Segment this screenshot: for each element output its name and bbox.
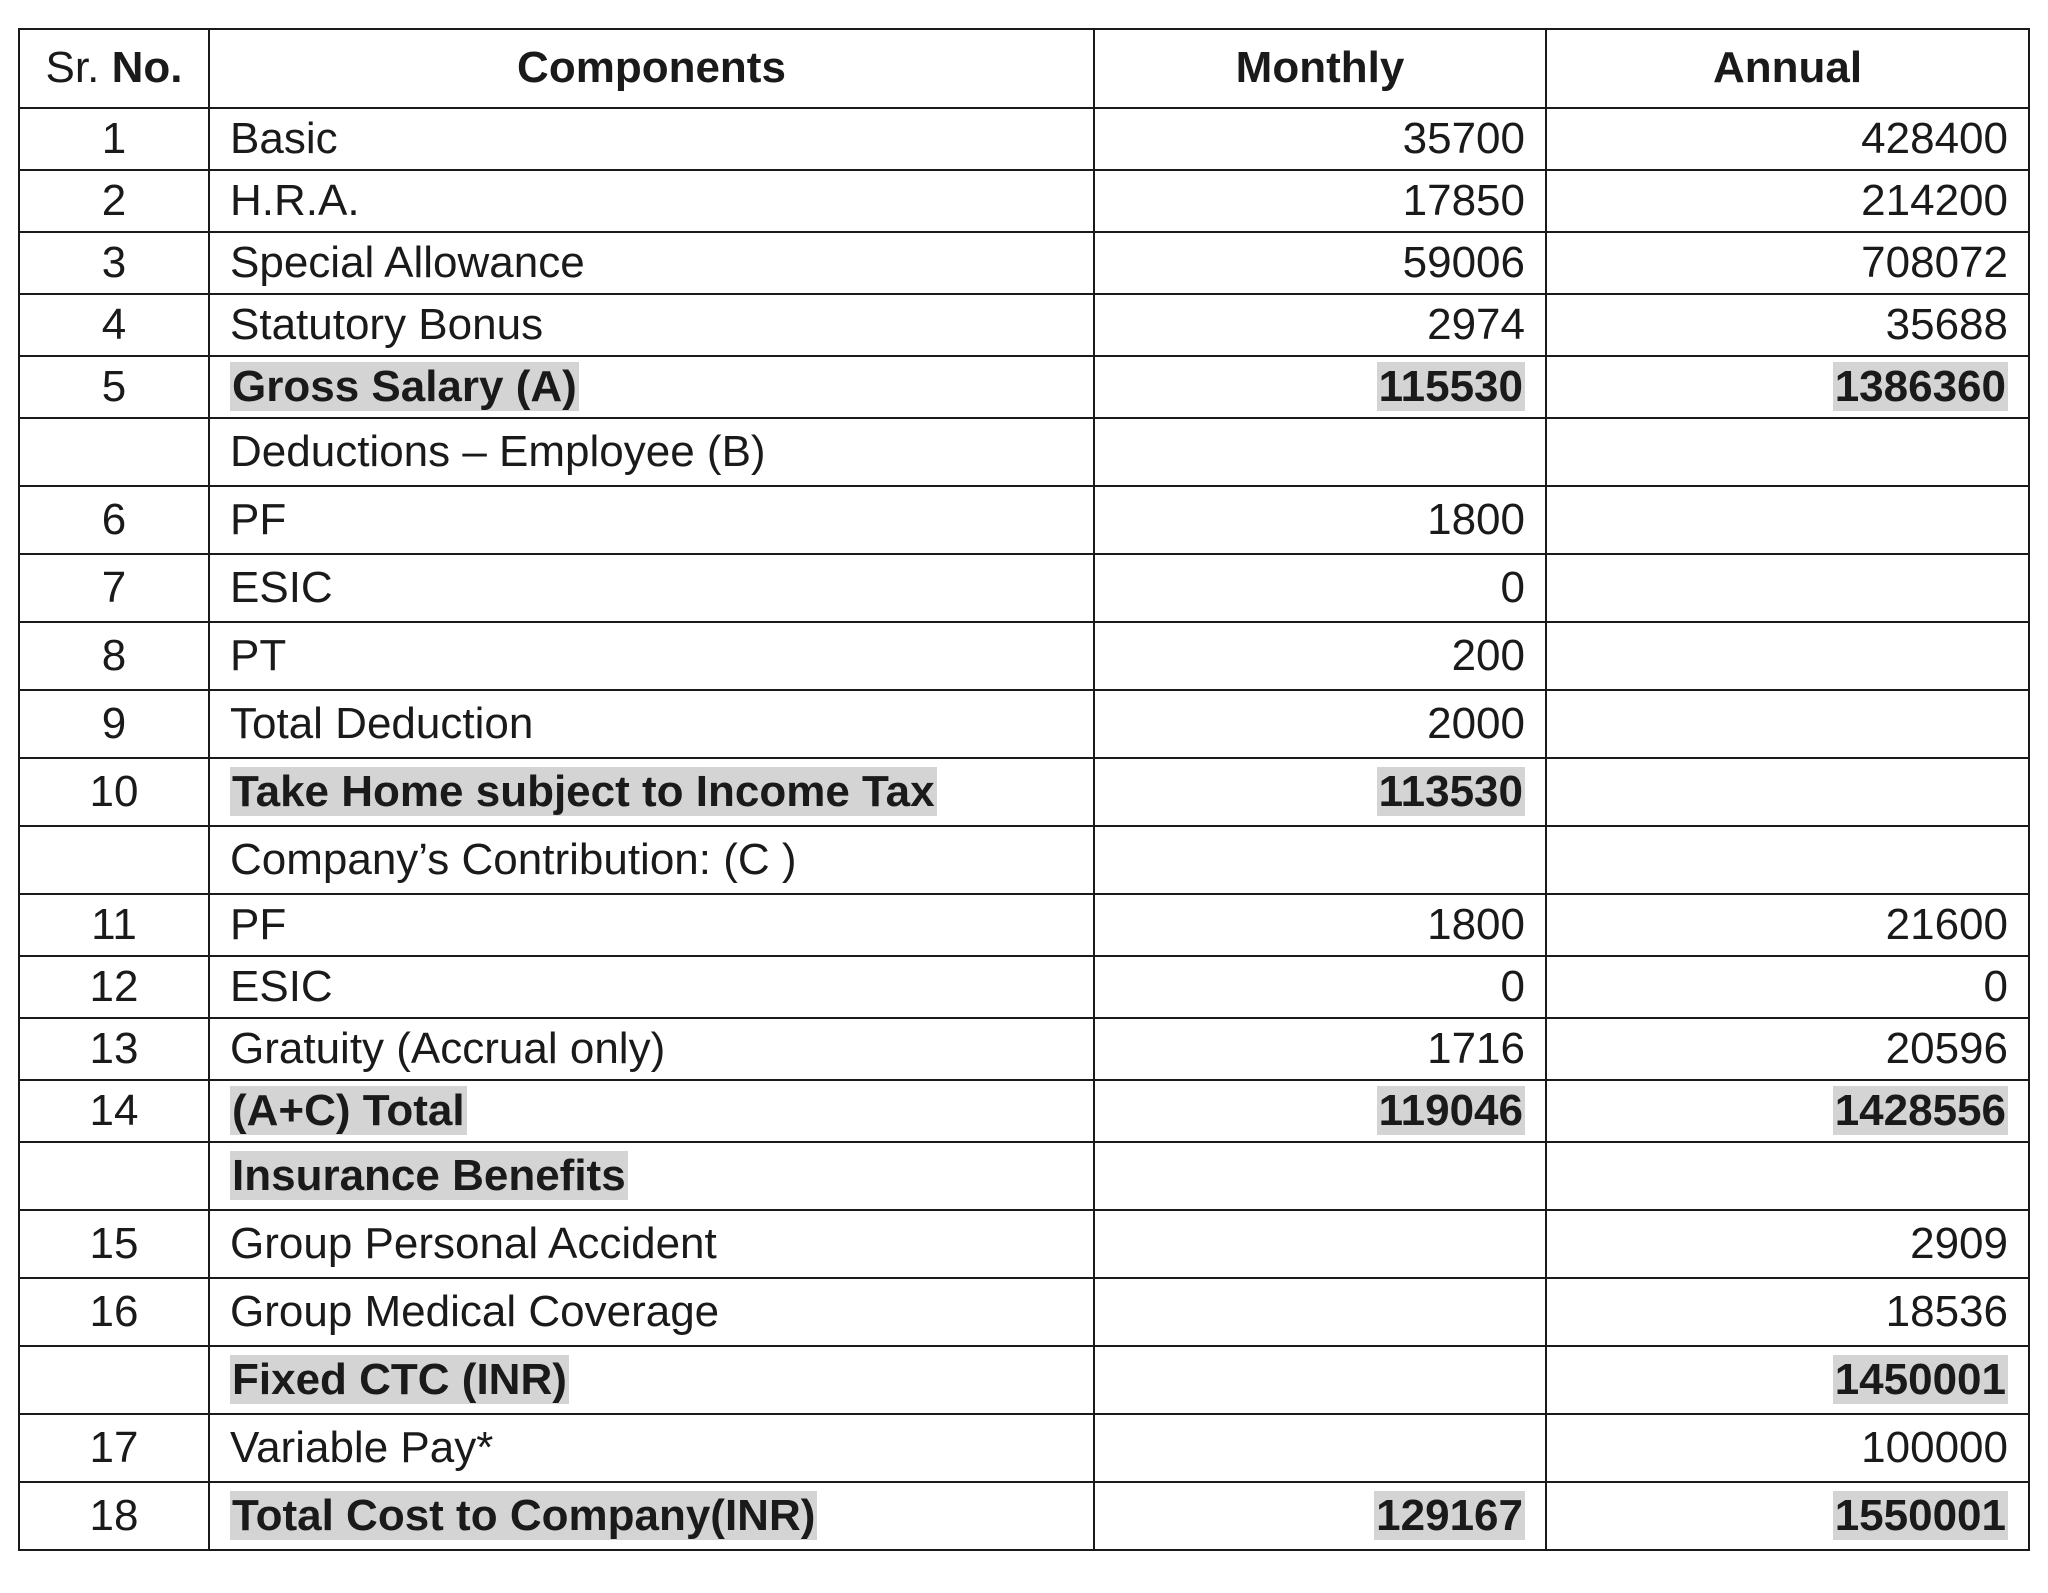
monthly-cell	[1094, 1210, 1546, 1278]
table-row-fixed-ctc	[19, 1346, 2029, 1414]
table-row	[19, 690, 2029, 758]
highlighted-value: 113530	[1378, 766, 1523, 816]
component-cell: H.R.A.	[209, 170, 1094, 232]
component-cell: PT	[209, 622, 1094, 690]
monthly-cell	[1094, 1142, 1546, 1210]
annual-cell	[1546, 1080, 2029, 1142]
annual-cell	[1546, 622, 2029, 690]
highlighted-value: 115530	[1378, 361, 1523, 411]
table-row-gross-salary	[19, 356, 2029, 418]
sr-cell: 16	[19, 1278, 209, 1346]
annual-cell: 100000	[1546, 1414, 2029, 1482]
table-row	[19, 1018, 2029, 1080]
sr-cell: 15	[19, 1210, 209, 1278]
highlighted-label: Fixed CTC (INR)	[232, 1354, 567, 1404]
sr-cell: 14	[19, 1080, 209, 1142]
monthly-cell	[1094, 1346, 1546, 1414]
highlighted-label: Gross Salary (A)	[232, 361, 577, 411]
annual-cell	[1546, 486, 2029, 554]
annual-cell: 428400	[1546, 108, 2029, 170]
highlighted-value: 1386360	[1834, 361, 2006, 411]
component-cell: PF	[209, 486, 1094, 554]
sr-cell: 13	[19, 1018, 209, 1080]
annual-cell	[1546, 554, 2029, 622]
annual-cell	[1546, 758, 2029, 826]
monthly-cell: 1716	[1094, 1018, 1546, 1080]
table-row	[19, 554, 2029, 622]
monthly-cell: 2974	[1094, 294, 1546, 356]
sr-cell: 5	[19, 356, 209, 418]
annual-cell	[1546, 690, 2029, 758]
sr-cell: 18	[19, 1482, 209, 1550]
table-row	[19, 956, 2029, 1018]
annual-cell: 0	[1546, 956, 2029, 1018]
sr-cell: 3	[19, 232, 209, 294]
sr-cell	[19, 826, 209, 894]
monthly-cell: 2000	[1094, 690, 1546, 758]
annual-cell	[1546, 1482, 2029, 1550]
sr-cell	[19, 1142, 209, 1210]
component-cell	[209, 758, 1094, 826]
highlighted-value: 129167	[1376, 1490, 1523, 1540]
highlighted-label: Insurance Benefits	[232, 1150, 626, 1200]
annual-cell: 20596	[1546, 1018, 2029, 1080]
annual-cell: 708072	[1546, 232, 2029, 294]
table-row	[19, 1210, 2029, 1278]
component-cell	[209, 1346, 1094, 1414]
monthly-cell: 17850	[1094, 170, 1546, 232]
salary-breakup-table	[18, 28, 2030, 1551]
sr-cell: 2	[19, 170, 209, 232]
annual-cell	[1546, 1346, 2029, 1414]
highlighted-label: Total Cost to Company(INR)	[232, 1490, 816, 1540]
highlighted-value: 1450001	[1834, 1354, 2006, 1404]
header-components: Components	[209, 29, 1094, 108]
component-cell: Statutory Bonus	[209, 294, 1094, 356]
sr-cell: 1	[19, 108, 209, 170]
component-cell: Total Deduction	[209, 690, 1094, 758]
sr-cell: 10	[19, 758, 209, 826]
component-cell: PF	[209, 894, 1094, 956]
annual-cell	[1546, 418, 2029, 486]
sr-cell	[19, 1346, 209, 1414]
monthly-cell	[1094, 418, 1546, 486]
section-label: Company’s Contribution: (C )	[209, 826, 1094, 894]
table-row	[19, 894, 2029, 956]
annual-cell: 214200	[1546, 170, 2029, 232]
component-cell: ESIC	[209, 554, 1094, 622]
monthly-cell: 1800	[1094, 894, 1546, 956]
table-row	[19, 1278, 2029, 1346]
header-monthly: Monthly	[1094, 29, 1546, 108]
sr-cell: 17	[19, 1414, 209, 1482]
table-row	[19, 232, 2029, 294]
sr-cell: 8	[19, 622, 209, 690]
monthly-cell: 59006	[1094, 232, 1546, 294]
sr-cell: 12	[19, 956, 209, 1018]
annual-cell	[1546, 826, 2029, 894]
table-row	[19, 622, 2029, 690]
component-cell: Group Personal Accident	[209, 1210, 1094, 1278]
monthly-cell	[1094, 1080, 1546, 1142]
component-cell	[209, 1080, 1094, 1142]
monthly-cell: 0	[1094, 956, 1546, 1018]
sr-cell: 7	[19, 554, 209, 622]
section-row-insurance	[19, 1142, 2029, 1210]
monthly-cell: 0	[1094, 554, 1546, 622]
component-cell	[209, 356, 1094, 418]
component-cell: Variable Pay*	[209, 1414, 1094, 1482]
component-cell: Basic	[209, 108, 1094, 170]
highlighted-label: Take Home subject to Income Tax	[232, 766, 935, 816]
highlighted-value: 119046	[1378, 1085, 1523, 1135]
sr-cell: 6	[19, 486, 209, 554]
monthly-cell: 35700	[1094, 108, 1546, 170]
annual-cell: 18536	[1546, 1278, 2029, 1346]
component-cell: ESIC	[209, 956, 1094, 1018]
annual-cell: 21600	[1546, 894, 2029, 956]
monthly-cell	[1094, 1414, 1546, 1482]
highlighted-label: (A+C) Total	[232, 1085, 465, 1135]
table-row	[19, 108, 2029, 170]
header-sr-no: Sr. No.	[19, 29, 209, 108]
annual-cell	[1546, 1142, 2029, 1210]
table-row	[19, 170, 2029, 232]
annual-cell: 35688	[1546, 294, 2029, 356]
table-row	[19, 294, 2029, 356]
table-row-take-home	[19, 758, 2029, 826]
highlighted-value: 1550001	[1834, 1490, 2006, 1540]
table-row	[19, 486, 2029, 554]
component-cell: Special Allowance	[209, 232, 1094, 294]
monthly-cell	[1094, 1278, 1546, 1346]
component-cell: Gratuity (Accrual only)	[209, 1018, 1094, 1080]
component-cell: Group Medical Coverage	[209, 1278, 1094, 1346]
monthly-cell	[1094, 826, 1546, 894]
monthly-cell	[1094, 758, 1546, 826]
header-row	[19, 29, 2029, 108]
header-annual: Annual	[1546, 29, 2029, 108]
sr-cell: 11	[19, 894, 209, 956]
section-label: Deductions – Employee (B)	[209, 418, 1094, 486]
section-label	[209, 1142, 1094, 1210]
sr-cell: 9	[19, 690, 209, 758]
annual-cell: 2909	[1546, 1210, 2029, 1278]
sr-cell: 4	[19, 294, 209, 356]
table-row	[19, 1414, 2029, 1482]
annual-cell	[1546, 356, 2029, 418]
section-row-deductions	[19, 418, 2029, 486]
component-cell	[209, 1482, 1094, 1550]
monthly-cell: 200	[1094, 622, 1546, 690]
sr-cell	[19, 418, 209, 486]
monthly-cell	[1094, 1482, 1546, 1550]
highlighted-value: 1428556	[1834, 1085, 2006, 1135]
table-row-total-ctc	[19, 1482, 2029, 1550]
table-row-a-plus-c-total	[19, 1080, 2029, 1142]
monthly-cell: 1800	[1094, 486, 1546, 554]
monthly-cell	[1094, 356, 1546, 418]
section-row-company-contribution	[19, 826, 2029, 894]
